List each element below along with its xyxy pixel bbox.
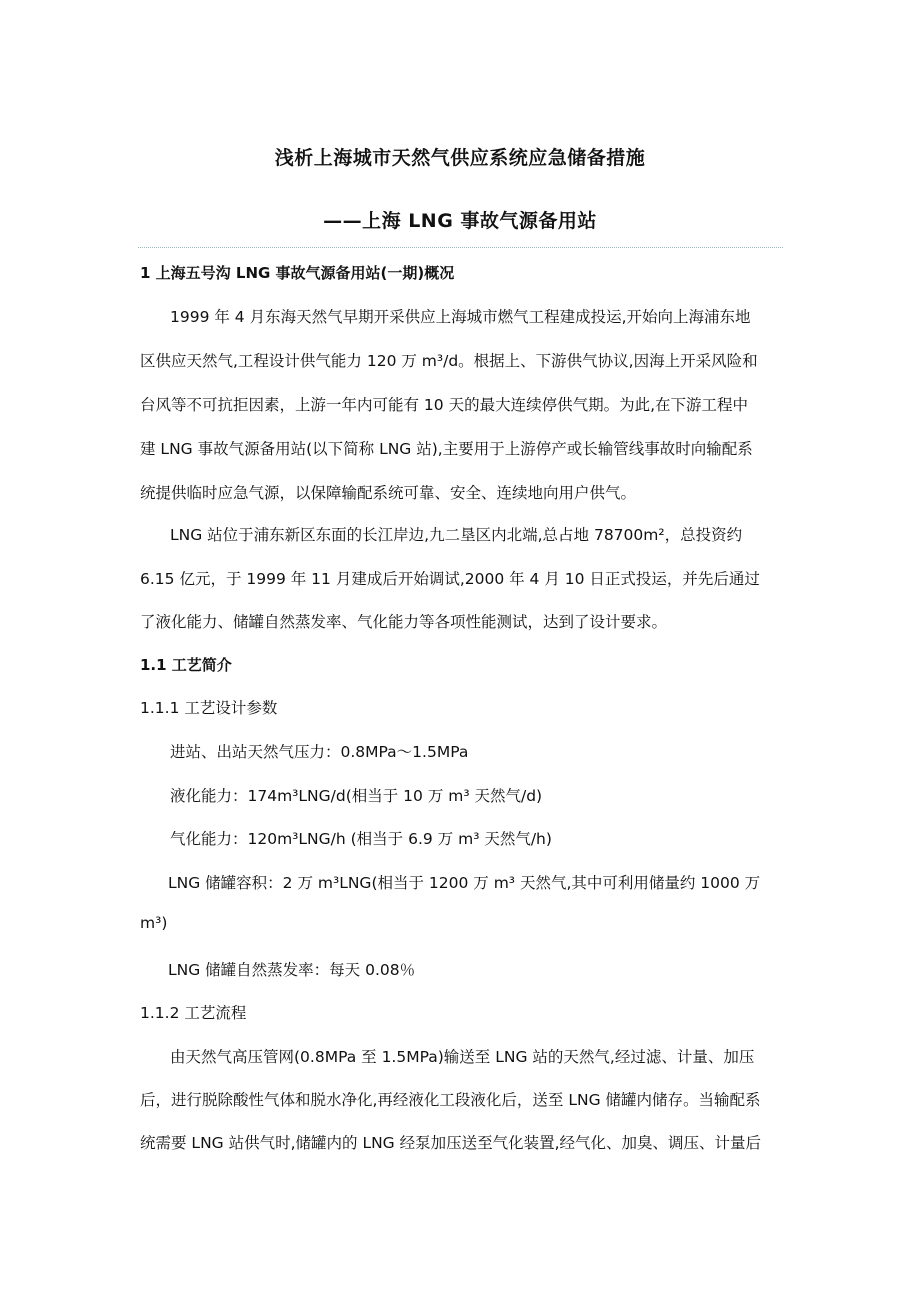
paragraph-line: 了液化能力、储罐自然蒸发率、气化能力等各项性能测试，达到了设计要求。 <box>140 613 668 631</box>
paragraph-line: 建 LNG 事故气源备用站(以下简称 LNG 站),主要用于上游停产或长输管线事故时向输配系 <box>140 440 753 458</box>
paragraph-line: 1999 年 4 月东海天然气早期开采供应上海城市燃气工程建成投运,开始向上海浦东地 <box>170 308 751 326</box>
param-line: m³) <box>140 914 168 932</box>
param-line: LNG 储罐自然蒸发率：每天 0.08％ <box>168 961 416 979</box>
paragraph-line: 由天然气高压管网(0.8MPa 至 1.5MPa)输送至 LNG 站的天然气,经过滤、计量、加压 <box>170 1048 755 1066</box>
section-1-1-1-heading: 1.1.1 工艺设计参数 <box>140 699 278 717</box>
param-line: LNG 储罐容积：2 万 m³LNG(相当于 1200 万 m³ 天然气,其中可利用储量约 1000 万 <box>168 874 761 892</box>
paragraph-line: 统需要 LNG 站供气时,储罐内的 LNG 经泵加压送至气化装置,经气化、加臭、调压、计量后 <box>140 1134 762 1152</box>
param-line: 进站、出站天然气压力：0.8MPa～1.5MPa <box>170 743 469 761</box>
title-divider <box>138 247 783 248</box>
paragraph-line: 统提供临时应急气源，以保障输配系统可靠、安全、连续地向用户供气。 <box>140 484 637 502</box>
param-line: 液化能力：174m³LNG/d(相当于 10 万 m³ 天然气/d) <box>170 787 543 805</box>
document-subtitle: ——上海 LNG 事故气源备用站 <box>323 210 597 232</box>
paragraph-line: 后，进行脱除酸性气体和脱水净化,再经液化工段液化后，送至 LNG 储罐内储存。当输配系 <box>140 1091 761 1109</box>
document-title: 浅析上海城市天然气供应系统应急储备措施 <box>274 147 646 169</box>
section-1-heading: 1 上海五号沟 LNG 事故气源备用站(一期)概况 <box>140 264 455 282</box>
paragraph-line: LNG 站位于浦东新区东面的长江岸边,九二垦区内北端,总占地 78700m²，总投资约 <box>170 526 743 544</box>
paragraph-line: 6.15 亿元，于 1999 年 11 月建成后开始调试,2000 年 4 月 10 日正式投运，并先后通过 <box>140 570 760 588</box>
section-1-1-heading: 1.1 工艺简介 <box>140 656 232 674</box>
section-1-1-2-heading: 1.1.2 工艺流程 <box>140 1004 247 1022</box>
param-line: 气化能力：120m³LNG/h (相当于 6.9 万 m³ 天然气/h) <box>170 830 552 848</box>
paragraph-line: 台风等不可抗拒因素，上游一年内可能有 10 天的最大连续停供气期。为此,在下游工程中 <box>140 396 749 414</box>
paragraph-line: 区供应天然气,工程设计供气能力 120 万 m³/d。根据上、下游供气协议,因海上开采风险和 <box>140 352 758 370</box>
